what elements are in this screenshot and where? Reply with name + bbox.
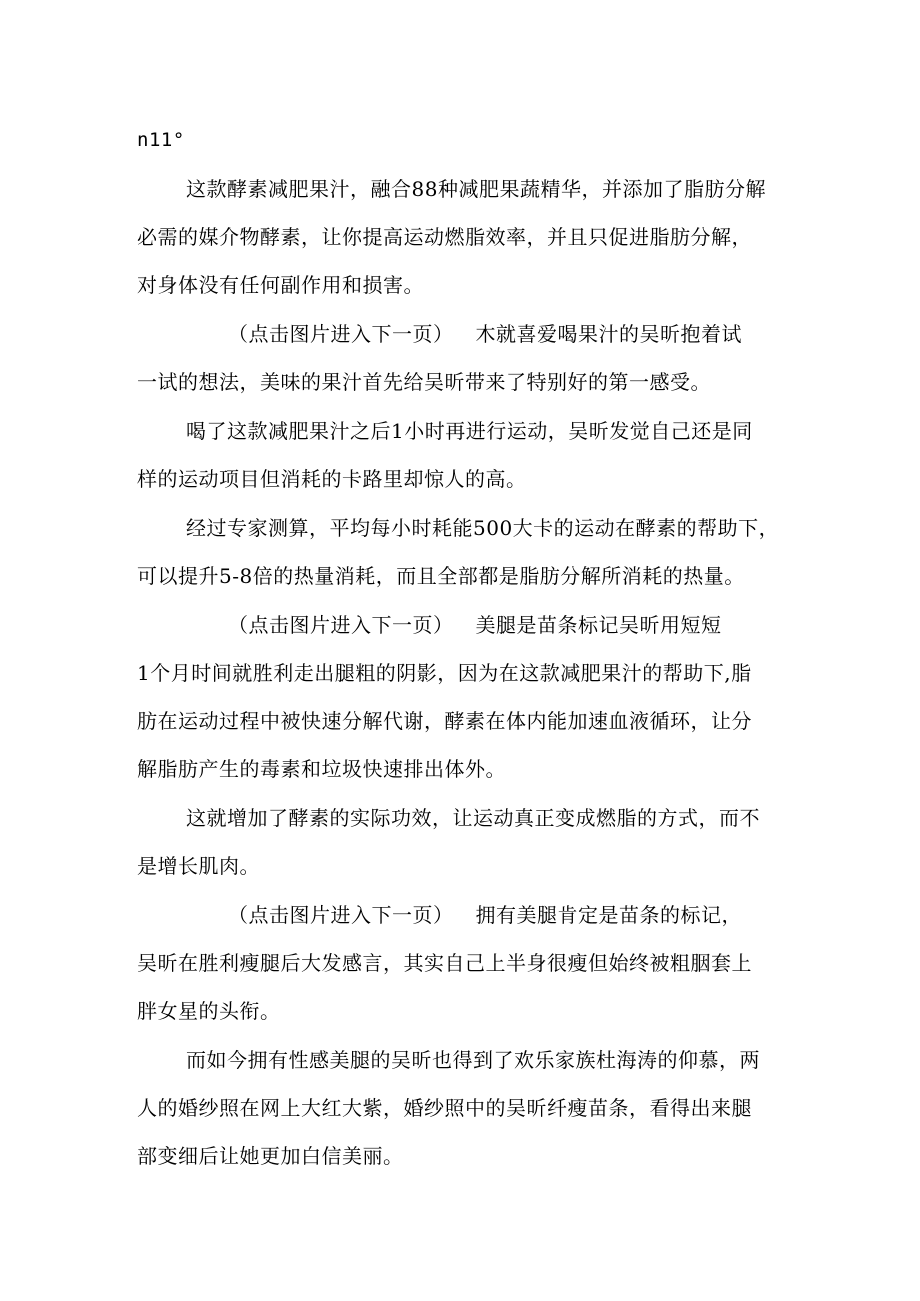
paragraph-7-line-1: 拥有美腿肯定是苗条的标记， [475,903,742,927]
paragraph-2-line-1: 木就喜爱喝果汁的吴昕抱着试 [475,322,742,346]
paragraph-5-line-2: 1个月时间就胜利走出腿粗的阴影，因为在这款减肥果汁的帮助下,脂 [137,661,752,685]
paragraph-7-line-2: 吴昕在胜利瘦腿后大发感言，其实自己上半身很瘦但始终被粗胭套上 [137,951,752,975]
paragraph-2-line-2: 一试的想法，美味的果汁首先给吴昕带来了特别好的第一感受。 [137,370,711,394]
paragraph-1-line-3: 对身体没有任何副作用和损害。 [137,273,424,297]
paragraph-3-line-1: 喝了这款减肥果汁之后1小时再进行运动，吴昕发觉自己还是同 [186,419,753,443]
paragraph-8-line-2: 人的婚纱照在网上大红大紫，婚纱照中的吴昕纤瘦苗条，看得出来腿 [137,1096,752,1120]
paragraph-4-line-1: 经过专家测算，平均每小时耗能500大卡的运动在酵素的帮助下， [186,516,780,540]
paragraph-2-first-line [228,322,742,346]
paragraph-4-line-2: 可以提升5-8倍的热量消耗，而且全部都是脂肪分解所消耗的热量。 [137,564,745,588]
image-caption-link[interactable]: （点击图片进入下一页） [228,903,454,927]
paragraph-7-line-3: 胖女星的头衔。 [137,999,281,1023]
paragraph-3-line-2: 样的运动项目但消耗的卡路里却惊人的高。 [137,467,527,491]
paragraph-1-line-1: 这款酵素减肥果汁，融合88种减肥果蔬精华，并添加了脂肪分解 [186,177,766,201]
image-caption-link[interactable]: （点击图片进入下一页） [228,613,454,637]
paragraph-5-line-4: 解脂肪产生的毒素和垃圾快速排出体外。 [137,757,506,781]
paragraph-5-line-3: 肪在运动过程中被快速分解代谢，酵素在体内能加速血液循环，让分 [137,709,752,733]
paragraph-8-line-1: 而如今拥有性感美腿的吴昕也得到了欢乐家族杜海涛的仰慕，两 [186,1048,760,1072]
paragraph-5-first-line [228,613,722,637]
image-caption-link[interactable]: （点击图片进入下一页） [228,322,454,346]
text-fragment: n11° [137,129,185,151]
paragraph-1-line-2: 必需的媒介物酵素，让你提高运动燃脂效率，并且只促进脂肪分解， [137,225,752,249]
paragraph-5-line-1: 美腿是苗条标记吴昕用短短 [475,613,722,637]
paragraph-6-line-2: 是增长肌肉。 [137,854,260,878]
paragraph-8-line-3: 部变细后让她更加白信美丽。 [137,1144,404,1168]
paragraph-6-line-1: 这就增加了酵素的实际功效，让运动真正变成燃脂的方式，而不 [186,806,760,830]
paragraph-7-first-line [228,903,742,927]
